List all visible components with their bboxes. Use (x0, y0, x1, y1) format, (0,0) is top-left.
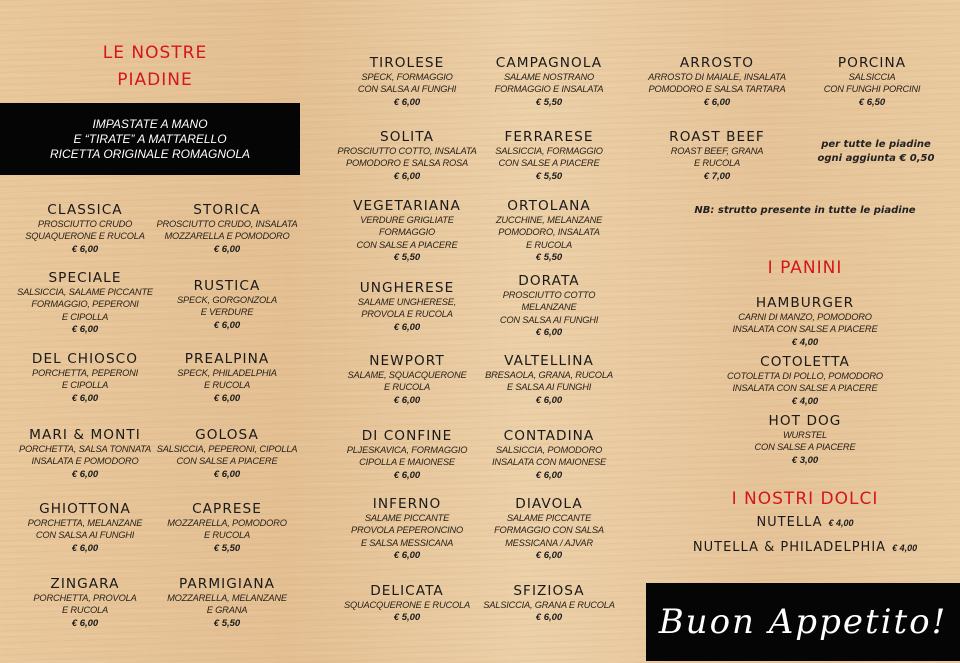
item-price: € 5,50 (535, 170, 563, 182)
item-description: PROSCIUTTO CRUDO, INSALATA (156, 219, 298, 229)
item-name: PARMIGIANA (179, 577, 275, 592)
menu-item (710, 296, 900, 349)
item-description: E RUCOLA (204, 380, 250, 391)
item-description: SALAME PICCANTE (364, 513, 450, 523)
menu-item (10, 502, 160, 555)
item-description: SALSICCIA, FORMAGGIO (495, 146, 603, 156)
item-description: MOZZARELLA E POMODORO (164, 231, 290, 242)
menu-item (474, 130, 624, 183)
menu-item (332, 584, 482, 624)
menu-item (474, 497, 624, 562)
item-description: ZUCCHINE, MELANZANE (495, 215, 603, 225)
item-price: € 6,00 (535, 326, 563, 338)
item-name: DI CONFINE (361, 429, 453, 444)
item-name: CAPRESE (192, 502, 262, 517)
item-price: € 6,00 (393, 549, 421, 561)
menu-item (797, 56, 947, 109)
item-price: € 6,00 (393, 170, 421, 182)
item-description: E RUCOLA (204, 530, 250, 541)
item-description: E SALSA MESSICANA (360, 537, 454, 548)
menu-item (710, 414, 900, 467)
item-description: CON SALSA AI FUNGHI (357, 84, 457, 95)
item-description: PORCHETTA, PEPERONI (31, 368, 139, 378)
item-name: TIROLESE (369, 56, 445, 71)
item-name: STORICA (193, 203, 261, 218)
extra-note-line: ogni aggiunta € 0,50 (817, 153, 935, 164)
item-name: HOT DOG (768, 414, 842, 429)
item-price: € 5,50 (535, 251, 563, 263)
item-price: € 4,00 (791, 336, 819, 348)
item-description: CON SALSE A PIACERE (754, 442, 856, 453)
item-description: INSALATA E POMODORO (31, 456, 139, 467)
item-name: MARI & MONTI (29, 428, 141, 443)
item-name: CAMPAGNOLA (495, 56, 603, 71)
item-description: POMODORO E SALSA TARTARA (648, 84, 786, 95)
menu-item (332, 130, 482, 183)
item-name: GHIOTTONA (39, 502, 131, 517)
item-description: SPECK, GORGONZOLA (177, 295, 277, 305)
item-price: € 6,00 (213, 319, 241, 331)
item-name: UNGHERESE (359, 281, 455, 296)
menu-item (152, 203, 302, 256)
item-description: E SALSA AI FUNGHI (506, 382, 592, 393)
menu-item (474, 354, 624, 407)
menu-item (10, 428, 160, 481)
item-price: € 5,50 (213, 542, 241, 554)
item-price: € 5,50 (213, 617, 241, 629)
item-description: MOZZARELLA, MELANZANE (167, 593, 287, 603)
item-price: € 5,00 (393, 612, 421, 624)
item-price: € 6,00 (71, 392, 99, 404)
item-name: GOLOSA (195, 428, 259, 443)
buon-appetito-banner (646, 583, 960, 661)
item-price: € 6,00 (71, 243, 99, 255)
menu-item (474, 56, 624, 109)
item-price: € 6,00 (213, 468, 241, 480)
item-price: € 6,00 (393, 321, 421, 333)
item-description: PROVOLA E RUCOLA (361, 309, 453, 320)
item-name: VALTELLINA (504, 354, 594, 369)
item-description: CON SALSE A PIACERE (498, 158, 600, 169)
menu-item (332, 497, 482, 562)
item-description: FORMAGGIO (378, 227, 436, 238)
intro-line: E “TIRATE” A MATTARELLO (73, 131, 227, 146)
item-description: E GRANA (206, 605, 248, 616)
item-description: SPECK, FORMAGGIO (361, 72, 453, 82)
item-name: DEL CHIOSCO (31, 352, 139, 367)
menu-title (60, 40, 250, 94)
item-description: PROSCIUTTO COTTO, INSALATA (337, 146, 477, 156)
menu-item (152, 352, 302, 405)
item-description: SQUAQUERONE E RUCOLA (25, 231, 145, 242)
menu-item (474, 584, 624, 624)
item-description: ARROSTO DI MAIALE, INSALATA (648, 72, 786, 82)
item-name: ROAST BEEF (669, 130, 765, 145)
menu-item (474, 274, 624, 339)
footer-text: Buon Appetito! (658, 602, 948, 642)
menu-item (10, 271, 160, 336)
item-description: SALAME NOSTRANO (504, 72, 594, 82)
item-description: FORMAGGIO E INSALATA (494, 84, 604, 95)
item-name: PREALPINA (184, 352, 270, 367)
menu-item (10, 203, 160, 256)
item-name: VEGETARIANA (353, 199, 461, 214)
item-description: CIPOLLA E MAIONESE (359, 457, 455, 468)
item-description: BRESAOLA, GRANA, RUCOLA (485, 370, 613, 380)
menu-item (332, 354, 482, 407)
item-price: € 6,00 (393, 394, 421, 406)
menu-item (474, 429, 624, 482)
menu-item (152, 502, 302, 555)
item-price: € 6,00 (71, 468, 99, 480)
item-description: E RUCOLA (62, 605, 108, 616)
item-price: € 6,00 (71, 542, 99, 554)
item-name: INFERNO (372, 497, 442, 512)
item-description: E CIPOLLA (61, 380, 109, 391)
item-description: CON SALSE A PIACERE (176, 456, 278, 467)
item-name: SFIZIOSA (513, 584, 585, 599)
dolce-price: € 4,00 (828, 518, 854, 528)
item-name: DELICATA (370, 584, 444, 599)
menu-item (10, 577, 160, 630)
title-line-2: PIADINE (117, 70, 193, 90)
extra-note (806, 138, 946, 166)
item-description: INSALATA CON SALSE A PIACERE (732, 383, 878, 394)
item-description: CARNI DI MANZO, POMODORO (738, 312, 872, 322)
intro-banner (0, 103, 300, 175)
item-description: SALSICCIA, POMODORO (495, 445, 603, 455)
item-price: € 6,00 (535, 469, 563, 481)
item-price: € 7,00 (703, 170, 731, 182)
item-description: FORMAGGIO, PEPERONI (31, 299, 139, 310)
item-name: COTOLETTA (760, 355, 850, 370)
dolci-title: I NOSTRI DOLCI (731, 489, 879, 509)
menu-item (152, 577, 302, 630)
item-description: PROSCIUTTO CRUDO (37, 219, 133, 229)
item-description: CON SALSA AI FUNGHI (499, 314, 599, 325)
item-description: SALSICCIA (848, 72, 896, 82)
item-price: € 5,50 (393, 251, 421, 263)
item-price: € 6,00 (71, 617, 99, 629)
item-name: RUSTICA (193, 279, 261, 294)
menu-item (332, 429, 482, 482)
item-description: VERDURE GRIGLIATE (360, 215, 454, 225)
item-description: E RUCOLA (526, 239, 572, 250)
item-description: PORCHETTA, MELANZANE (27, 518, 143, 528)
extra-note-line: per tutte le piadine (821, 139, 931, 150)
item-name: ZINGARA (50, 577, 120, 592)
item-description: PLJESKAVICA, FORMAGGIO (346, 445, 468, 455)
menu-item (710, 355, 900, 408)
item-name: SOLITA (380, 130, 434, 145)
item-price: € 6,00 (213, 243, 241, 255)
item-name: DIAVOLA (515, 497, 583, 512)
item-description: PORCHETTA, PROVOLA (33, 593, 137, 603)
dolce-name: NUTELLA & PHILADELPHIA (692, 540, 887, 555)
item-price: € 6,00 (535, 394, 563, 406)
item-description: MOZZARELLA, POMODORO (167, 518, 287, 528)
panini-title: I PANINI (767, 258, 843, 278)
item-price: € 6,50 (858, 96, 886, 108)
item-description: SPECK, PHILADELPHIA (177, 368, 277, 378)
item-description: INSALATA CON MAIONESE (492, 457, 606, 468)
menu-item (642, 130, 792, 183)
item-price: € 5,50 (535, 96, 563, 108)
dolce-item (690, 515, 920, 530)
item-price: € 6,00 (703, 96, 731, 108)
item-description: E RUCOLA (384, 382, 430, 393)
dolce-name: NUTELLA (756, 515, 823, 530)
item-description: WURSTEL (782, 430, 828, 440)
item-price: € 4,00 (791, 395, 819, 407)
item-description: POMODORO, INSALATA (498, 227, 600, 238)
item-description: PROVOLA PEPERONCINO (350, 525, 464, 536)
item-description: SALSICCIA, GRANA E RUCOLA (483, 600, 615, 610)
item-description: E VERDURE (200, 307, 254, 318)
item-description: FORMAGGIO CON SALSA (494, 525, 604, 536)
item-description: MELANZANE (521, 302, 577, 313)
menu-item (152, 279, 302, 332)
item-price: € 6,00 (393, 469, 421, 481)
item-name: NEWPORT (369, 354, 445, 369)
item-price: € 6,00 (213, 392, 241, 404)
item-description: INSALATA CON SALSE A PIACERE (732, 324, 878, 335)
menu-item (10, 352, 160, 405)
item-price: € 6,00 (393, 96, 421, 108)
item-name: HAMBURGER (755, 296, 855, 311)
item-description: E CIPOLLA (61, 311, 109, 322)
item-name: FERRARESE (504, 130, 594, 145)
dolce-price: € 4,00 (892, 543, 918, 553)
item-description: SQUACQUERONE E RUCOLA (344, 600, 470, 610)
intro-line: RICETTA ORIGINALE ROMAGNOLA (49, 146, 251, 161)
intro-line: IMPASTATE A MANO (92, 116, 208, 131)
item-name: ARROSTO (679, 56, 755, 71)
item-price: € 6,00 (535, 549, 563, 561)
item-description: SALAME PICCANTE (506, 513, 592, 523)
item-name: DORATA (518, 274, 580, 289)
dolce-item (650, 540, 960, 555)
item-description: PROSCIUTTO COTTO (502, 290, 596, 300)
menu-item (642, 56, 792, 109)
menu-item (474, 199, 624, 264)
menu-item (152, 428, 302, 481)
item-price: € 6,00 (71, 323, 99, 335)
item-description: MESSICANA / AJVAR (505, 537, 593, 548)
menu-item (332, 281, 482, 334)
item-name: ORTOLANA (507, 199, 591, 214)
item-description: E RUCOLA (694, 158, 740, 169)
menu-item (332, 199, 482, 264)
nb-note: NB: strutto presente in tutte le piadine (694, 205, 916, 216)
item-description: PORCHETTA, SALSA TONNATA (18, 444, 152, 454)
item-description: CON SALSE A PIACERE (356, 239, 458, 250)
item-name: PORCINA (837, 56, 907, 71)
item-description: SALSICCIA, SALAME PICCANTE (17, 287, 153, 297)
item-price: € 3,00 (791, 454, 819, 466)
item-description: CON SALSA AI FUNGHI (35, 530, 135, 541)
item-name: CLASSICA (47, 203, 123, 218)
item-description: POMODORO E SALSA ROSA (345, 158, 469, 169)
item-name: CONTADINA (503, 429, 595, 444)
item-description: CON FUNGHI PORCINI (823, 84, 921, 95)
item-name: SPECIALE (48, 271, 122, 286)
item-description: SALSICCIA, PEPERONI, CIPOLLA (156, 444, 298, 454)
item-description: SALAME, SQUACQUERONE (347, 370, 467, 380)
item-description: SALAME UNGHERESE, (357, 297, 457, 307)
item-description: COTOLETTA DI POLLO, POMODORO (727, 371, 883, 381)
menu-item (332, 56, 482, 109)
title-line-1: LE NOSTRE (102, 43, 208, 63)
item-price: € 6,00 (535, 612, 563, 624)
item-description: ROAST BEEF, GRANA (670, 146, 764, 156)
